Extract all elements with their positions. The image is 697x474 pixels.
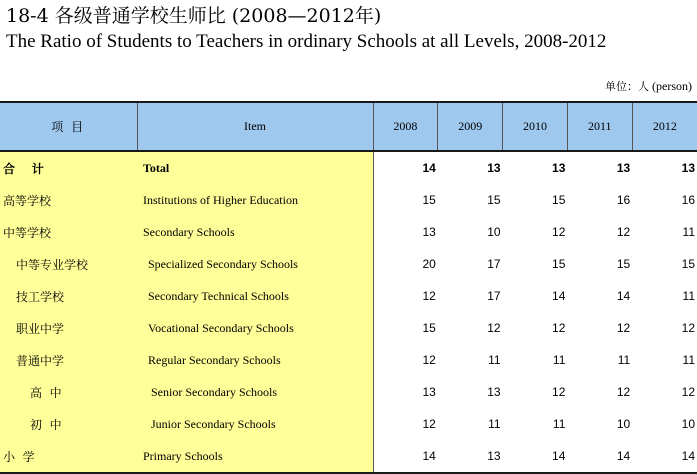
ratio-table: [0, 101, 697, 474]
table-row-technical: [0, 280, 697, 312]
table-row-specialized-secondary: [0, 248, 697, 280]
unit-label-english: (person): [649, 79, 692, 93]
unit-label: [605, 78, 692, 95]
cell-value: 17: [487, 257, 501, 271]
row-label-english: Total: [137, 151, 373, 184]
header-year-2010: 2010: [503, 102, 568, 151]
cell-value: 11: [682, 353, 695, 367]
row-label-english: Senior Secondary Schools: [137, 376, 373, 408]
header-item-chinese: 项 目: [0, 102, 137, 151]
cell-value: 12: [422, 417, 436, 431]
table-row-primary: [0, 440, 697, 473]
cell-value: 15: [422, 321, 436, 335]
cell-value: 14: [616, 289, 631, 303]
row-label-english: Institutions of Higher Education: [137, 184, 373, 216]
cell-value: 12: [487, 321, 501, 335]
row-label-english: Junior Secondary Schools: [137, 408, 373, 440]
cell-value: 14: [373, 440, 438, 473]
cell-value: 15: [681, 257, 695, 271]
cell-value: 14: [552, 289, 566, 303]
cell-value: 13: [487, 385, 501, 399]
cell-value: 12: [616, 225, 631, 239]
cell-value: 11: [617, 353, 631, 367]
table-row-regular-secondary: [0, 344, 697, 376]
cell-value: 17: [487, 289, 501, 303]
cell-value: 12: [681, 385, 695, 399]
cell-value: 15: [422, 193, 436, 207]
cell-value: 11: [682, 225, 695, 239]
cell-value: 12: [552, 385, 566, 399]
row-label-english: Regular Secondary Schools: [137, 344, 373, 376]
cell-value: 11: [682, 289, 695, 303]
row-label-english: Specialized Secondary Schools: [137, 248, 373, 280]
page-title-english: The Ratio of Students to Teachers in ordinary Schools at all Levels, 2008-2012: [6, 31, 607, 52]
row-label-english: Vocational Secondary Schools: [137, 312, 373, 344]
cell-value: 11: [488, 353, 501, 367]
cell-value: 11: [488, 417, 501, 431]
cell-value: 12: [422, 289, 436, 303]
row-label-chinese: 技工学校: [0, 280, 137, 312]
row-label-chinese: 职业中学: [0, 312, 137, 344]
table-row-vocational: [0, 312, 697, 344]
header-year-2011: 2011: [567, 102, 632, 151]
row-label-chinese: 初 中: [0, 408, 137, 440]
cell-value: 12: [616, 321, 631, 335]
row-label-chinese: 中等专业学校: [0, 248, 137, 280]
cell-value: 10: [487, 225, 501, 239]
cell-value: 15: [552, 257, 566, 271]
table-row-senior-secondary: [0, 376, 697, 408]
cell-value: 12: [552, 321, 566, 335]
cell-value: 15: [616, 257, 631, 271]
page-title-chinese: 18-4 各级普通学校生师比 (2008—2012年): [6, 5, 382, 27]
cell-value: 16: [616, 193, 631, 207]
table-header-row: [0, 102, 697, 151]
cell-value: 12: [616, 385, 631, 399]
cell-value: 20: [422, 257, 436, 271]
header-year-2009: 2009: [438, 102, 503, 151]
row-label-chinese: 高等学校: [0, 184, 137, 216]
row-label-chinese: 小 学: [0, 440, 137, 473]
cell-value: 13: [487, 161, 501, 175]
row-label-english: Primary Schools: [137, 440, 373, 473]
cell-value: 15: [487, 193, 501, 207]
cell-value: 10: [681, 417, 695, 431]
cell-value: 11: [552, 353, 566, 367]
table-row-higher-education: [0, 184, 697, 216]
header-year-2012: 2012: [632, 102, 697, 151]
cell-value: 14: [567, 440, 632, 473]
row-label-chinese: 普通中学: [0, 344, 137, 376]
cell-value: 13: [422, 225, 436, 239]
table-row-total: [0, 151, 697, 184]
unit-label-chinese: 单位：人: [605, 80, 650, 93]
cell-value: 13: [552, 161, 566, 175]
cell-value: 14: [632, 440, 697, 473]
table-row-secondary: [0, 216, 697, 248]
cell-value: 12: [422, 353, 436, 367]
header-item-english: Item: [137, 102, 373, 151]
row-label-chinese: 高 中: [0, 376, 137, 408]
cell-value: 13: [681, 161, 695, 175]
cell-value: 13: [616, 161, 631, 175]
cell-value: 12: [552, 225, 566, 239]
cell-value: 12: [681, 321, 695, 335]
row-label-english: Secondary Technical Schools: [137, 280, 373, 312]
cell-value: 16: [681, 193, 695, 207]
table-row-junior-secondary: [0, 408, 697, 440]
cell-value: 15: [552, 193, 566, 207]
row-label-chinese: 合 计: [0, 151, 137, 184]
cell-value: 13: [422, 385, 436, 399]
cell-value: 14: [422, 161, 436, 175]
row-label-english: Secondary Schools: [137, 216, 373, 248]
header-year-2008: 2008: [373, 102, 438, 151]
cell-value: 11: [552, 417, 566, 431]
cell-value: 14: [503, 440, 568, 473]
row-label-chinese: 中等学校: [0, 216, 137, 248]
cell-value: 10: [616, 417, 631, 431]
cell-value: 13: [438, 440, 503, 473]
